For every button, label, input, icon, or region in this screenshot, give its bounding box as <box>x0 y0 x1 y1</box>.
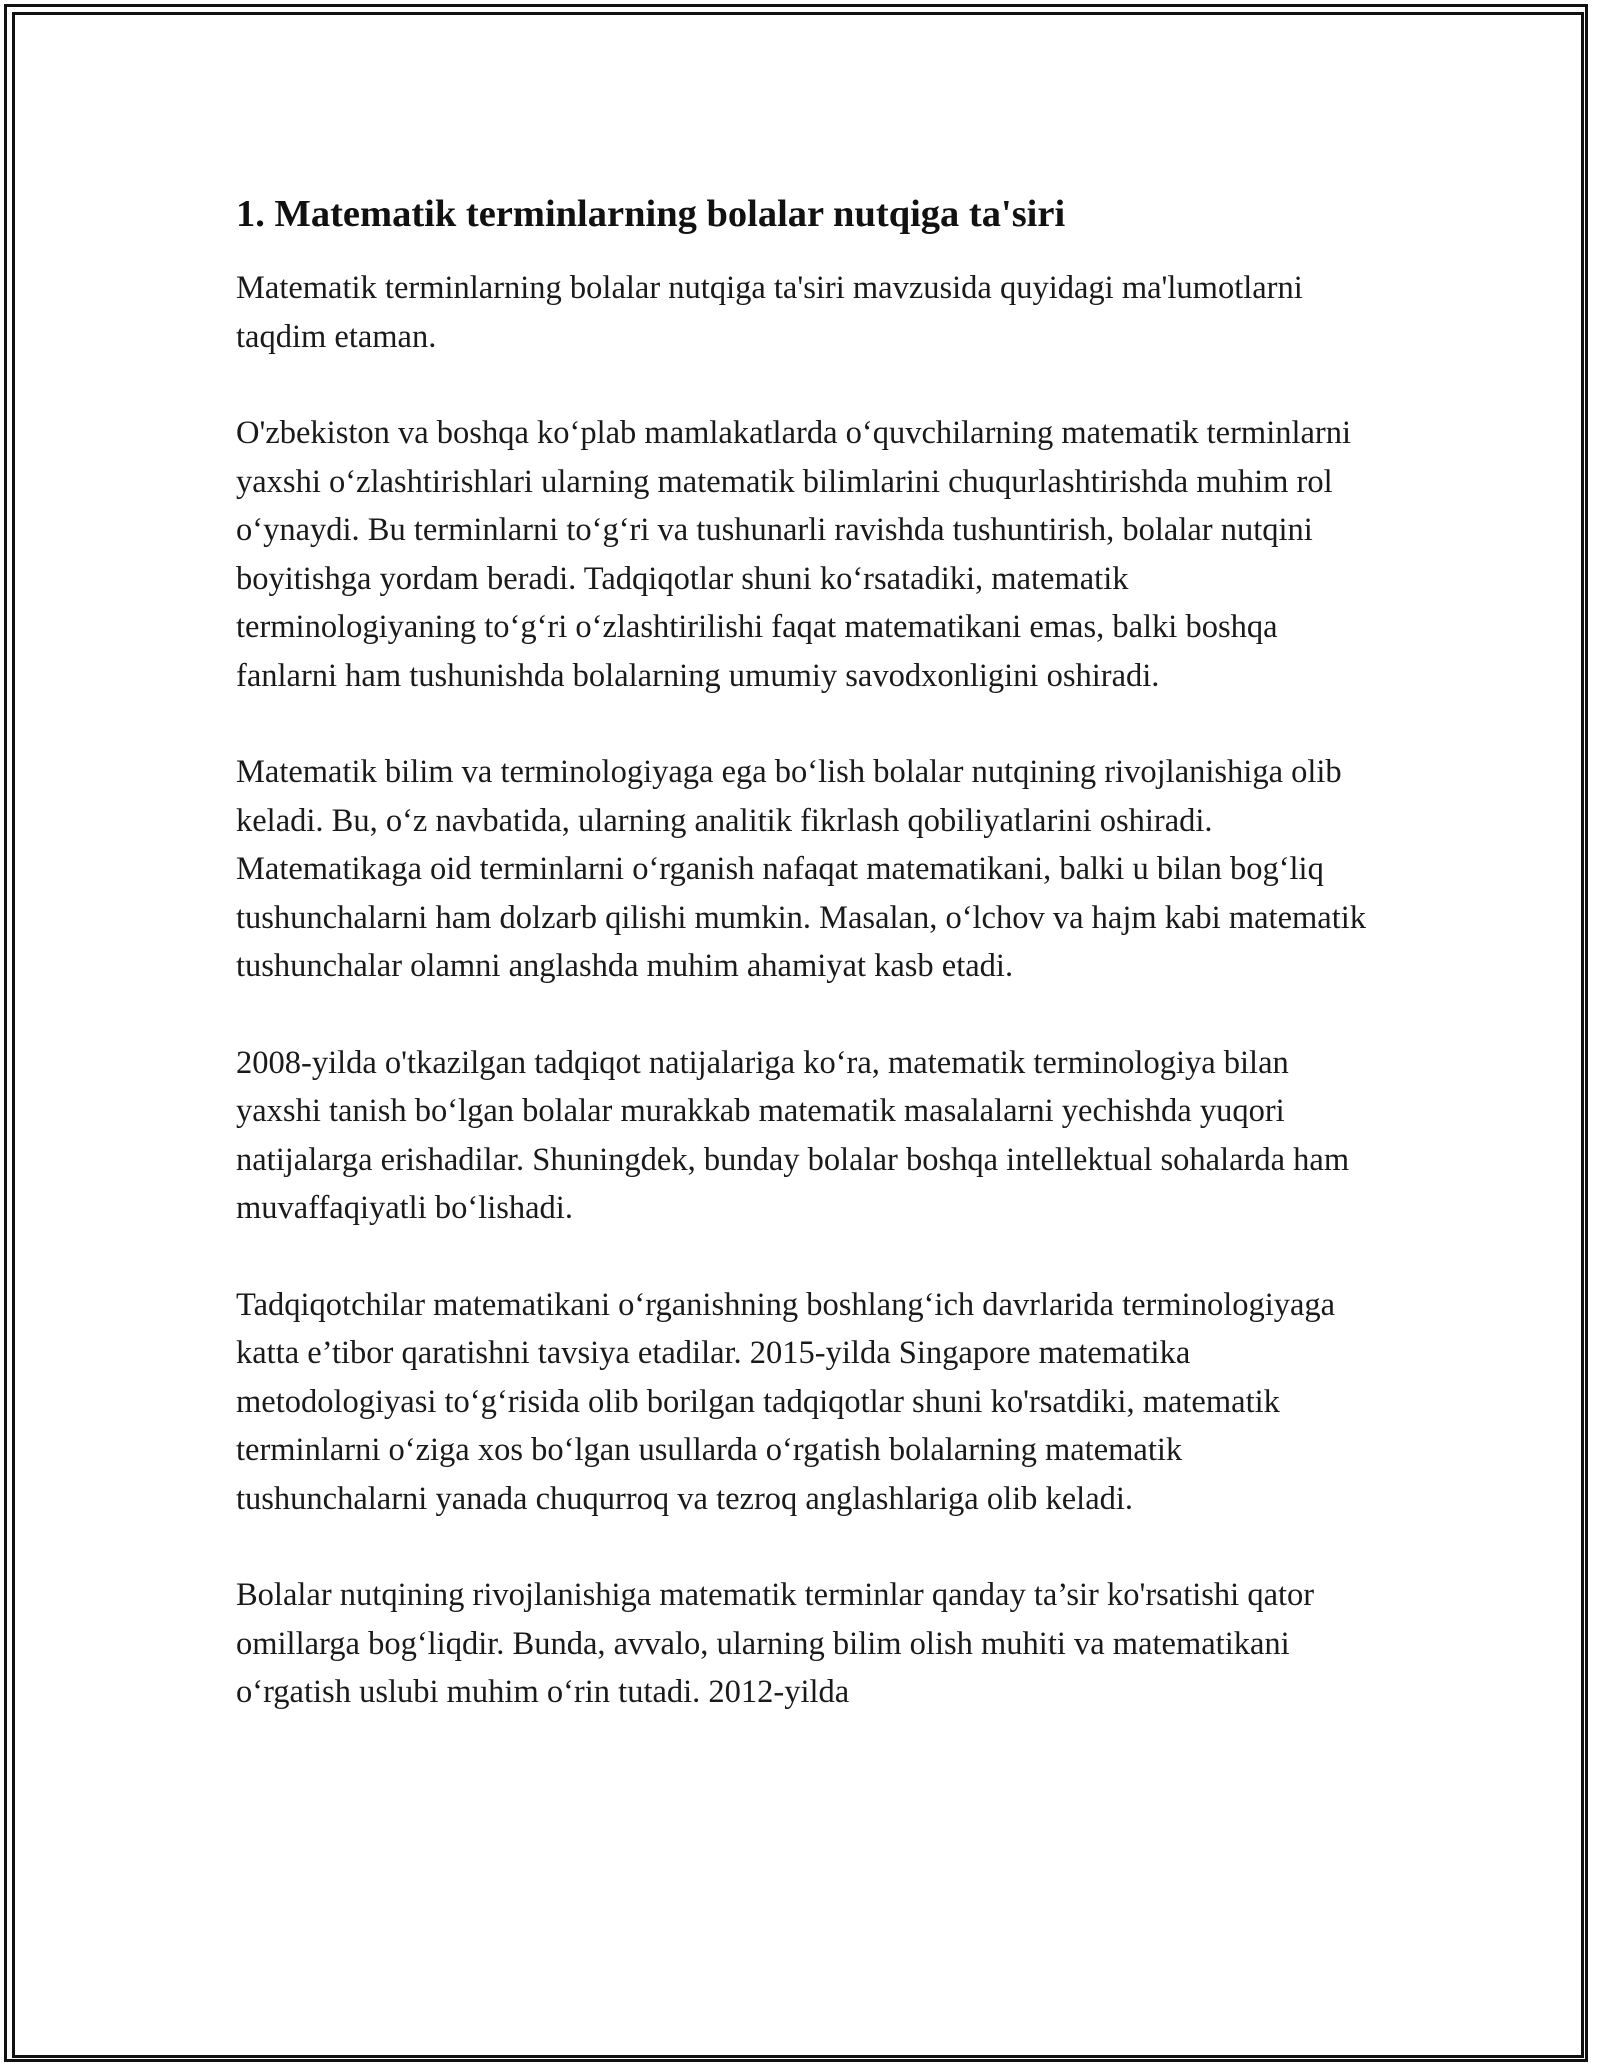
paragraph-terminology-importance: O'zbekiston va boshqa ko‘plab mamlakatlarda o‘quvchilarning matematik terminlarni yaxshi o‘zlashtirishlari ularning matematik bilimlarini chuqurlashtirishda muhim rol o‘ynaydi. Bu terminlarni to‘g‘ri va tushunarli ravishda tushuntirish, bolalar nutqini boyitishga yordam beradi. Tadqiqotlar shuni ko‘rsatadiki, matematik terminologiyaning to‘g‘ri o‘zlashtirilishi faqat matematikani emas, balki boshqa fanlarni ham tushunishda bolalarning umumiy savodxonligini oshiradi. <box>236 415 1352 694</box>
paragraph-intro: Matematik terminlarning bolalar nutqiga ta'siri mavzusida quyidagi ma'lumotlarni taqdim etaman. <box>236 270 1303 355</box>
document-body <box>236 188 1376 1717</box>
paragraph-2008-study: 2008-yilda o'tkazilgan tadqiqot natijalariga ko‘ra, matematik terminologiya bilan yaxshi tanish bo‘lgan bolalar murakkab matematik masalalarni yechishda yuqori natijalarga erishadilar. Shuningdek, bunday bolalar boshqa intellektual sohalarda ham muvaffaqiyatli bo‘lishadi. <box>236 1044 1350 1226</box>
paragraph-influence-factors: Bolalar nutqining rivojlanishiga matematik terminlar qanday ta’sir ko'rsatishi qator omillarga bog‘liqdir. Bunda, avvalo, ularning bilim olish muhiti va matematikani o‘rgatish uslubi muhim o‘rin tutadi. 2012-yilda <box>236 1577 1315 1710</box>
section-heading: 1. Matematik terminlarning bolalar nutqiga ta'siri <box>236 193 1066 235</box>
paragraph-speech-development: Matematik bilim va terminologiyaga ega bo‘lish bolalar nutqining rivojlanishiga olib keladi. Bu, o‘z navbatida, ularning analitik fikrlash qobiliyatlarini oshiradi. Matematikaga oid terminlarni o‘rganish nafaqat matematikani, balki u bilan bog‘liq tushunchalarni ham dolzarb qilishi mumkin. Masalan, o‘lchov va hajm kabi matematik tushunchalar olamni anglashda muhim ahamiyat kasb etadi. <box>236 754 1367 984</box>
paragraph-2015-study: Tadqiqotchilar matematikani o‘rganishning boshlang‘ich davrlarida terminologiyaga katta e’tibor qaratishni tavsiya etadilar. 2015-yilda Singapore matematika metodologiyasi to‘g‘risida olib borilgan tadqiqotlar shuni ko'rsatdiki, matematik terminlarni o‘ziga xos bo‘lgan usullarda o‘rgatish bolalarning matematik tushunchalarni yanada chuqurroq va tezroq anglashlariga olib keladi. <box>236 1286 1336 1517</box>
